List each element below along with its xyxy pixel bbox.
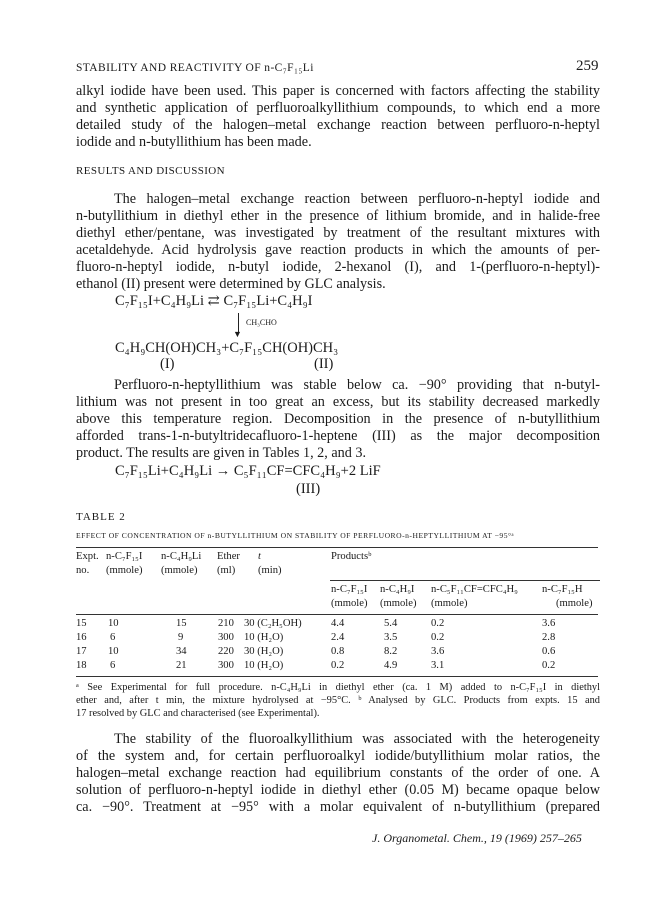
text-line: afforded trans-1-n-butyltridecafluoro-1-heptene (III) as the major decomposition [76,428,600,444]
table-title: EFFECT OF CONCENTRATION OF n-BUTYLLITHIUM ON STABILITY OF PERFLUORO-n-HEPTYLLITHIUM AT −95°ᵃ [76,531,515,540]
table-cell: 300 [218,660,234,671]
text-line: halogen–metal exchange reaction had equilibrium constants of the order of one. A [76,765,600,781]
section-heading: RESULTS AND DISCUSSION [76,165,225,177]
table-cell: 0.2 [431,632,445,643]
product-unit: (mmole) [331,598,368,609]
table-cell: 3.6 [542,618,556,629]
table-cell: 4.4 [331,618,345,629]
text-line: fluoro-n-heptyl iodide, n-butyl iodide, 2-hexanol (I), and 1-(perfluoro-n-heptyl)- [76,259,600,275]
compound-label-I: (I) [160,356,175,372]
intro-paragraph [76,83,600,151]
product-col-c7f15h: n-C₇F₁₅H [542,584,583,595]
table-label: TABLE 2 [76,511,126,523]
text-line: The stability of the fluoroalkyllithium was associated with the heterogeneity [114,731,600,747]
table-cell: 8.2 [384,646,398,657]
text-line: diethyl ether/pentane, was investigated by treatment of the resultant mixtures with [76,225,600,241]
product-unit: (mmole) [556,598,593,609]
table-cell: 0.2 [331,660,345,671]
table-cell: 15 [176,618,187,629]
equation-products: C₄H₉CH(OH)CH₃+C₇F₁₅CH(OH)CH₃ [115,340,339,356]
table-cell: 10 (H₂O) [244,660,284,671]
product-col-c4h9i: n-C₄H₉I [380,584,415,595]
journal-reference: J. Organometal. Chem., 19 (1969) 257–265 [372,831,582,845]
col-head-t: t [258,551,261,562]
text-line: ca. −90°. Treatment at −95° with a molar equivalent of n-butyllithium (prepared [76,799,600,815]
table-cell: 5.4 [384,618,398,629]
col-unit-c4h9li: (mmole) [161,565,198,576]
table-cell: 220 [218,646,234,657]
table-cell: 18 [76,660,87,671]
col-head-c7f15i: n-C₇F₁₅I [106,551,143,562]
compound-label-III: (III) [296,481,321,497]
running-head: STABILITY AND REACTIVITY OF n-C₇F₁₅Li [76,62,314,74]
col-unit-ether: (ml) [217,565,236,576]
footnote-line: ether and, after t min, the mixture hydrolysed at −95°C. ᵇ Analysed by GLC. Products from expts. 15 and [76,695,600,706]
table-cell: 3.1 [431,660,445,671]
table-cell: 21 [176,660,187,671]
table-footnote [76,681,600,720]
text-line: ethanol (II) present were determined by GLC analysis. [76,276,386,292]
table-cell: 30 (C₂H₅OH) [244,618,302,629]
col-unit-c7f15i: (mmole) [106,565,143,576]
table-cell: 4.9 [384,660,398,671]
page-number: 259 [576,58,599,74]
col-head-products: Productsᵇ [331,551,372,562]
product-unit: (mmole) [431,598,468,609]
text-line: detailed study of the halogen–metal exchange reaction between perfluoro-n-heptyl [76,117,600,133]
footnote-line: 17 resolved by GLC and characterised (see Experimental). [76,708,320,719]
equation-decomposition: C₇F₁₅Li+C₄H₉Li → C₅F₁₁CF=CFC₄H₉+2 LiF [115,463,381,479]
table-cell: 17 [76,646,87,657]
text-line: of the system and, for certain perfluoroalkyl iodide/butyllithium molar ratios, the [76,748,600,764]
table-header-rule [76,614,598,615]
col-head-expt: Expt. [76,551,99,562]
product-col-c7f15i: n-C₇F₁₅I [331,584,368,595]
text-line: lithium was not present in too great an excess, but its stability decreased markedly [76,394,600,410]
table-cell: 2.4 [331,632,345,643]
products-span-rule [330,580,600,581]
text-line: above this temperature region. Decomposition in the presence of n-butyllithium [76,411,600,427]
table-cell: 10 (H₂O) [244,632,284,643]
table-cell: 3.6 [431,646,445,657]
table-cell: 300 [218,632,234,643]
arrow-head-icon: ▼ [233,329,242,339]
table-bottom-rule [76,676,598,677]
table-top-rule [76,547,598,548]
col-unit-t: (min) [258,565,282,576]
table-cell: 34 [176,646,187,657]
table-cell: 0.6 [542,646,556,657]
table-cell: 3.5 [384,632,398,643]
table-cell: 10 [108,618,119,629]
table-cell: 2.8 [542,632,556,643]
text-line: Perfluoro-n-heptyllithium was stable below ca. −90° providing that n-butyl- [114,377,600,393]
table-cell: 10 [108,646,119,657]
text-line: n-butyllithium in diethyl ether in the presence of lithium bromide, and in halide-free [76,208,600,224]
results-paragraph [76,191,600,293]
text-line: The halogen–metal exchange reaction between perfluoro-n-heptyl iodide and [114,191,600,207]
table-cell: 9 [178,632,184,643]
table-cell: 0.2 [542,660,556,671]
table-cell: 0.8 [331,646,345,657]
table-cell: 6 [110,632,116,643]
equation-exchange: C₇F₁₅I+C₄H₉Li ⇄ C₇F₁₅Li+C₄H₉I [115,293,313,309]
text-line: product. The results are given in Tables 1, 2, and 3. [76,445,367,461]
text-line: solution of perfluoro-n-heptyl iodide in diethyl ether (0.05 M) became opaque below [76,782,600,798]
stability-paragraph [76,377,600,462]
table-cell: 6 [110,660,116,671]
col-head-no: no. [76,565,90,576]
table-cell: 30 (H₂O) [244,646,284,657]
compound-label-II: (II) [314,356,334,372]
text-line: and synthetic application of perfluoroalkyllithium compounds, to which end a more [76,100,600,116]
reagent-label: CH₃CHO [246,318,277,327]
text-line: iodide and n-butyllithium has been made. [76,134,312,150]
text-line: acetaldehyde. Acid hydrolysis gave reaction products in which the amounts of per- [76,242,600,258]
col-head-c4h9li: n-C₄H₉Li [161,551,202,562]
col-head-ether: Ether [217,551,240,562]
text-line: alkyl iodide have been used. This paper is concerned with factors affecting the stability [76,83,600,99]
footnote-line: ᵃ See Experimental for full procedure. n-C₄H₉Li in diethyl ether (ca. 1 M) added to n-C₇F₁₅I in diethyl [76,682,600,693]
product-unit: (mmole) [380,598,417,609]
table-cell: 15 [76,618,87,629]
final-paragraph [76,731,600,816]
table-cell: 0.2 [431,618,445,629]
table-cell: 210 [218,618,234,629]
product-col-alkene: n-C₅F₁₁CF=CFC₄H₉ [431,584,518,595]
table-cell: 16 [76,632,87,643]
